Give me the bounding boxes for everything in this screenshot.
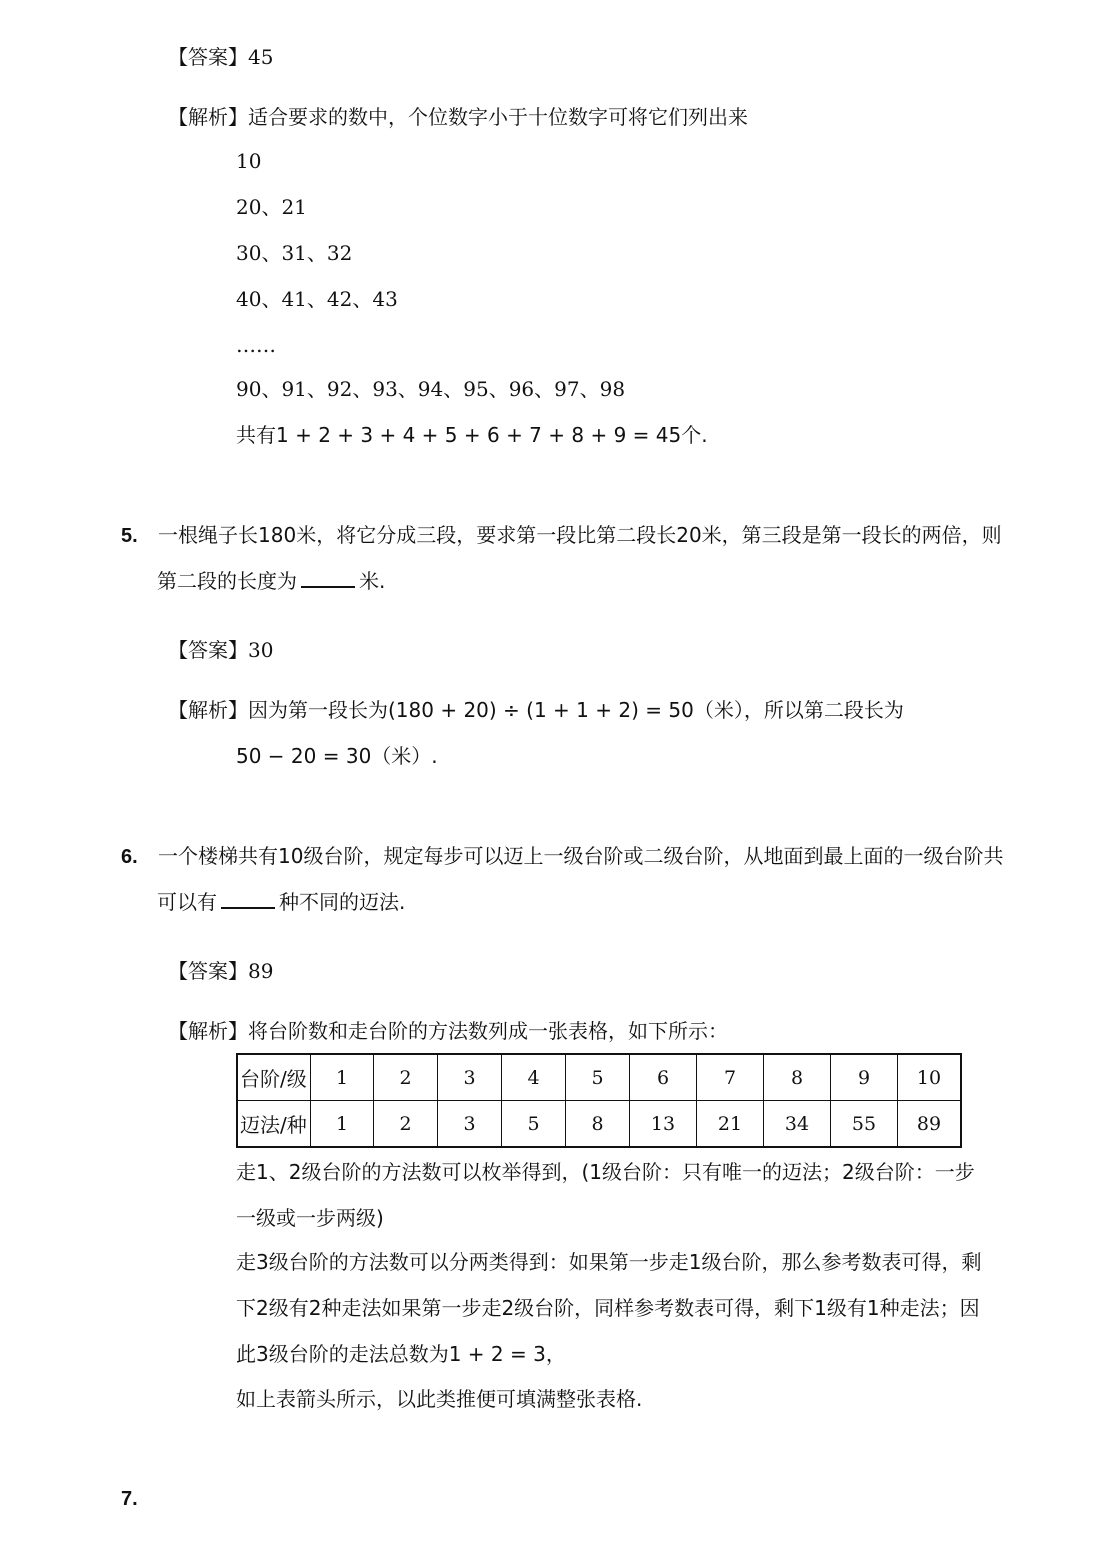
question-text: 种不同的迈法. bbox=[279, 890, 406, 914]
table-cell: 8 bbox=[764, 1054, 831, 1101]
total-line: 共有1 + 2 + 3 + 4 + 5 + 6 + 7 + 8 + 9 = 45个. bbox=[236, 423, 708, 447]
table-cell: 4 bbox=[502, 1054, 566, 1101]
question-6-line2 bbox=[157, 889, 405, 915]
answer-blank[interactable] bbox=[221, 889, 275, 909]
table-cell: 3 bbox=[438, 1054, 502, 1101]
analysis-tag: 【解析】 bbox=[168, 105, 248, 129]
table-cell: 2 bbox=[374, 1101, 438, 1148]
table-cell: 13 bbox=[630, 1101, 697, 1148]
number-list-line: 90、91、92、93、94、95、96、97、98 bbox=[236, 377, 626, 401]
table-cell: 89 bbox=[898, 1101, 962, 1148]
number-list-line: …… bbox=[236, 333, 276, 357]
answer-value: 45 bbox=[248, 45, 274, 69]
table-cell: 21 bbox=[697, 1101, 764, 1148]
question-7 bbox=[121, 1485, 138, 1512]
table-cell: 5 bbox=[566, 1054, 630, 1101]
question-number: 7. bbox=[121, 1488, 138, 1510]
number-list-line: 30、31、32 bbox=[236, 241, 353, 265]
answer-line bbox=[168, 44, 273, 70]
analysis-line bbox=[168, 104, 748, 130]
analysis-text: 因为第一段长为(180 + 20) ÷ (1 + 1 + 2) = 50（米），所以第二段长为 bbox=[248, 698, 904, 722]
answer-tag: 【答案】 bbox=[168, 638, 248, 662]
question-5 bbox=[121, 522, 1002, 549]
explain-line: 一级或一步两级) bbox=[236, 1206, 384, 1230]
answer-value: 30 bbox=[248, 638, 274, 662]
explain-line: 此3级台阶的走法总数为1 + 2 = 3， bbox=[236, 1342, 566, 1366]
table-cell: 55 bbox=[831, 1101, 898, 1148]
question-text: 米. bbox=[359, 569, 386, 593]
table-cell: 3 bbox=[438, 1101, 502, 1148]
table-cell: 10 bbox=[898, 1054, 962, 1101]
explain-line: 下2级有2种走法如果第一步走2级台阶，同样参考数表可得，剩下1级有1种走法；因 bbox=[236, 1296, 980, 1320]
explain-line: 走3级台阶的方法数可以分两类得到：如果第一步走1级台阶，那么参考数表可得，剩 bbox=[236, 1250, 982, 1274]
analysis-tag: 【解析】 bbox=[168, 1019, 248, 1043]
answer-value: 89 bbox=[248, 959, 274, 983]
answer-tag: 【答案】 bbox=[168, 45, 248, 69]
table-cell: 5 bbox=[502, 1101, 566, 1148]
analysis-line-2: 50 − 20 = 30（米）. bbox=[236, 744, 438, 768]
table-cell: 2 bbox=[374, 1054, 438, 1101]
number-list-line: 20、21 bbox=[236, 195, 307, 219]
number-list-line: 10 bbox=[236, 149, 262, 173]
number-list-line: 40、41、42、43 bbox=[236, 287, 398, 311]
table-row bbox=[237, 1101, 961, 1148]
explain-line: 如上表箭头所示，以此类推便可填满整张表格. bbox=[236, 1387, 643, 1411]
table-cell: 34 bbox=[764, 1101, 831, 1148]
analysis-line bbox=[168, 697, 904, 723]
table-row bbox=[237, 1054, 961, 1101]
analysis-text: 将台阶数和走台阶的方法数列成一张表格，如下所示： bbox=[248, 1019, 728, 1043]
table-cell: 9 bbox=[831, 1054, 898, 1101]
table-cell: 7 bbox=[697, 1054, 764, 1101]
table-cell: 6 bbox=[630, 1054, 697, 1101]
table-cell: 1 bbox=[311, 1101, 374, 1148]
question-6 bbox=[121, 843, 1004, 870]
row-label: 迈法/种 bbox=[237, 1101, 311, 1148]
table-cell: 8 bbox=[566, 1101, 630, 1148]
analysis-line bbox=[168, 1018, 728, 1044]
question-5-line2 bbox=[157, 568, 385, 594]
question-text: 一根绳子长180米，将它分成三段，要求第一段比第二段长20米，第三段是第一段长的两倍，则 bbox=[158, 523, 1002, 547]
explain-line: 走1、2级台阶的方法数可以枚举得到，(1级台阶：只有唯一的迈法；2级台阶：一步 bbox=[236, 1160, 975, 1184]
question-text: 可以有 bbox=[157, 890, 217, 914]
analysis-tag: 【解析】 bbox=[168, 698, 248, 722]
steps-table bbox=[236, 1053, 962, 1148]
answer-tag: 【答案】 bbox=[168, 959, 248, 983]
question-text: 第二段的长度为 bbox=[157, 569, 297, 593]
answer-blank[interactable] bbox=[301, 568, 355, 588]
analysis-text: 适合要求的数中，个位数字小于十位数字可将它们列出来 bbox=[248, 105, 748, 129]
question-number: 5. bbox=[121, 525, 138, 547]
question-number: 6. bbox=[121, 846, 138, 868]
row-label: 台阶/级 bbox=[237, 1054, 311, 1101]
answer-line bbox=[168, 958, 273, 984]
answer-line bbox=[168, 637, 273, 663]
question-text: 一个楼梯共有10级台阶，规定每步可以迈上一级台阶或二级台阶，从地面到最上面的一级台阶共 bbox=[158, 844, 1004, 868]
table-cell: 1 bbox=[311, 1054, 374, 1101]
